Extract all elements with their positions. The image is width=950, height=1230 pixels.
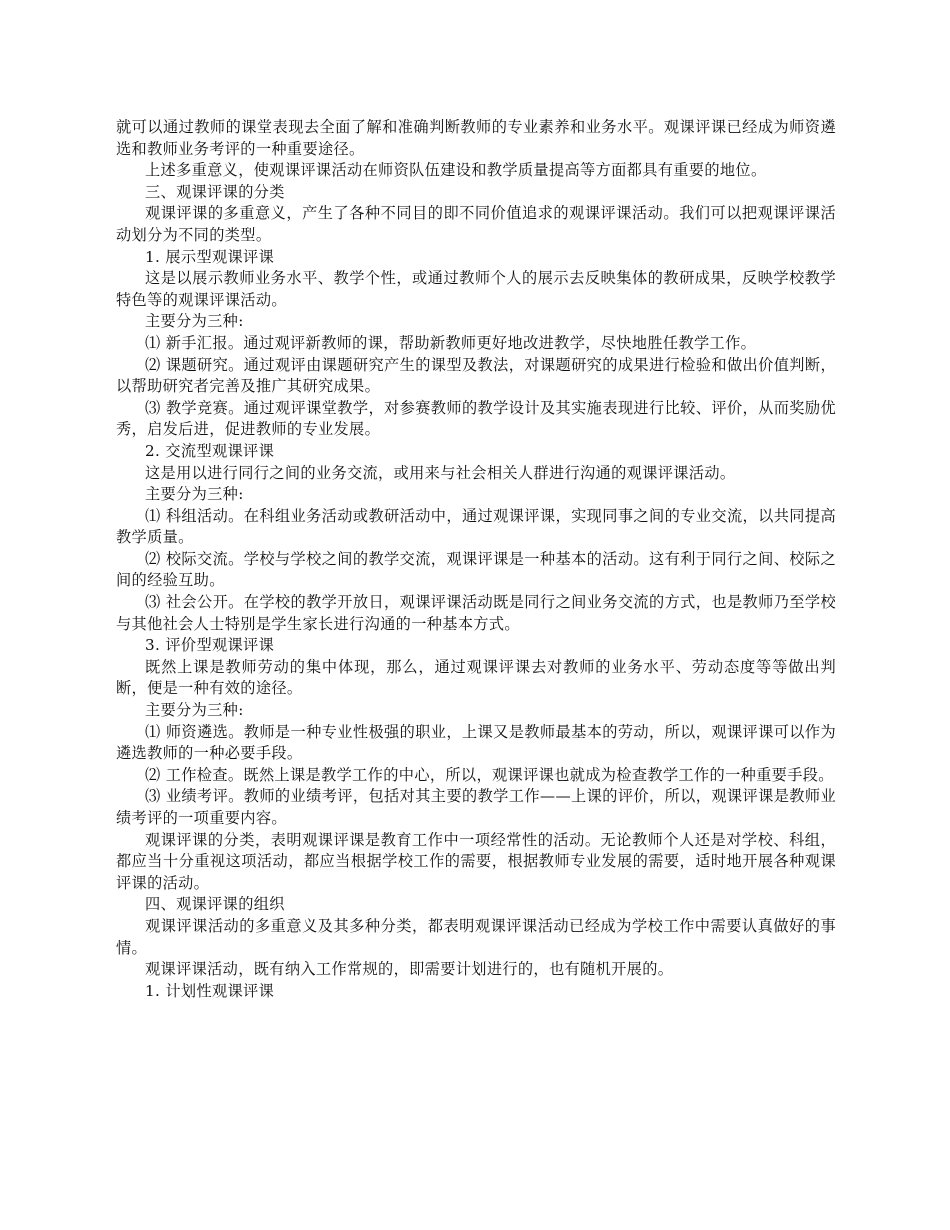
paragraph: 这是以展示教师业务水平、教学个性，或通过教师个人的展示去反映集体的教研成果，反映学校教学特色等的观课评课活动。 xyxy=(116,269,836,309)
paragraph: 观课评课活动的多重意义及其多种分类，都表明观课评课活动已经成为学校工作中需要认真做好的事情。 xyxy=(116,916,836,957)
section-heading: 三、观课评课的分类 xyxy=(145,182,285,201)
list-item: ⑵ 工作检查。既然上课是教学工作的中心，所以，观课评课也就成为检查教学工作的一种重要手段。 xyxy=(145,765,834,784)
paragraph: 既然上课是教师劳动的集中体现，那么，通过观课评课去对教师的业务水平、劳动态度等等做出判断，便是一种有效的途径。 xyxy=(116,657,836,698)
paragraph: 就可以通过教师的课堂表现去全面了解和准确判断教师的专业素养和业务水平。观课评课已经成为师资遴选和教师业务考评的一种重要途径。 xyxy=(116,118,836,158)
subsection-heading: 1. 计划性观课评课 xyxy=(145,981,275,1000)
paragraph: 观课评课的多重意义，产生了各种不同目的即不同价值追求的观课评课活动。我们可以把观课评课活动划分为不同的类型。 xyxy=(116,204,836,244)
paragraph: 主要分为三种: xyxy=(145,701,244,720)
list-item: ⑵ 校际交流。学校与学校之间的教学交流，观课评课是一种基本的活动。这有利于同行之间、校际之间的经验互助。 xyxy=(116,549,836,590)
paragraph: 主要分为三种: xyxy=(145,312,244,331)
list-item: ⑴ 科组活动。在科组业务活动或教研活动中，通过观课评课，实现同事之间的专业交流，以共同提高教学质量。 xyxy=(116,506,836,547)
subsection-heading: 3. 评价型观课评课 xyxy=(145,636,275,655)
list-item: ⑶ 教学竞赛。通过观评课堂教学，对参赛教师的教学设计及其实施表现进行比较、评价，从而奖励优秀，启发后进，促进教师的专业发展。 xyxy=(116,398,836,439)
paragraph: 这是用以进行同行之间的业务交流，或用来与社会相关人群进行沟通的观课评课活动。 xyxy=(145,463,736,482)
subsection-heading: 1. 展示型观课评课 xyxy=(145,247,275,266)
list-item: ⑴ 新手汇报。通过观评新教师的课，帮助新教师更好地改进教学，尽快地胜任教学工作。 xyxy=(145,333,757,352)
list-item: ⑵ 课题研究。通过观评由课题研究产生的课型及教法，对课题研究的成果进行检验和做出价值判断，以帮助研究者完善及推广其研究成果。 xyxy=(116,355,836,396)
paragraph: 观课评课的分类，表明观课评课是教育工作中一项经常性的活动。无论教师个人还是对学校、科组，都应当十分重视这项活动，都应当根据学校工作的需要，根据教师专业发展的需要，适时地开展各种观课评课的活动。 xyxy=(116,830,836,892)
section-heading: 四、观课评课的组织 xyxy=(145,895,285,914)
subsection-heading: 2. 交流型观课评课 xyxy=(145,441,275,460)
list-item: ⑶ 业绩考评。教师的业绩考评，包括对其主要的教学工作——上课的评价，所以，观课评课是教师业绩考评的一项重要内容。 xyxy=(116,787,836,827)
paragraph: 上述多重意义，使观课评课活动在师资队伍建设和教学质量提高等方面都具有重要的地位。 xyxy=(145,161,767,180)
document-body xyxy=(116,117,836,1002)
list-item: ⑴ 师资遴选。教师是一种专业性极强的职业，上课又是教师最基本的劳动，所以，观课评课可以作为遴选教师的一种必要手段。 xyxy=(116,722,836,763)
paragraph: 观课评课活动，既有纳入工作常规的，即需要计划进行的，也有随机开展的。 xyxy=(145,960,674,979)
list-item: ⑶ 社会公开。在学校的教学开放日，观课评课活动既是同行之间业务交流的方式，也是教师乃至学校与其他社会人士特别是学生家长进行沟通的一种基本方式。 xyxy=(116,593,836,633)
paragraph: 主要分为三种: xyxy=(145,485,244,504)
